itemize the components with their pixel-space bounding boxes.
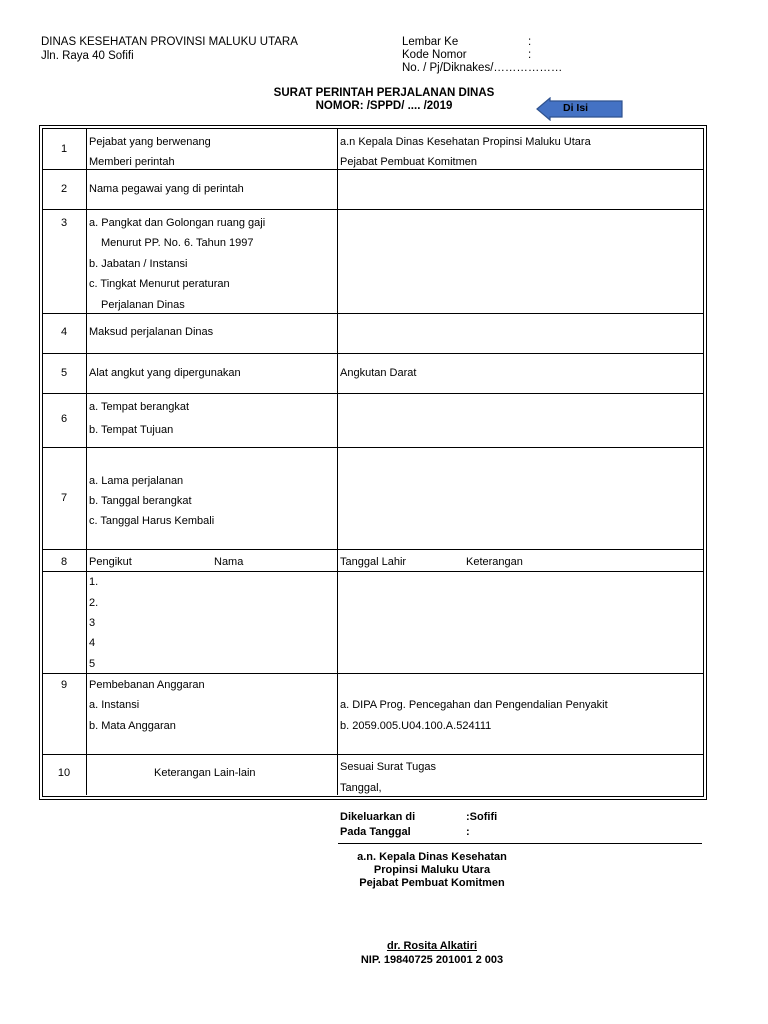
field-label: b. Jabatan / Instansi xyxy=(89,258,188,270)
document-title: SURAT PERINTAH PERJALANAN DINAS xyxy=(273,87,495,99)
row-number: 8 xyxy=(60,556,68,568)
kode-value: : xyxy=(528,49,532,61)
lembar-value: : xyxy=(528,36,532,48)
issued-at-value: :Sofifi xyxy=(466,811,498,823)
list-item: 4 xyxy=(89,637,96,649)
field-value: Angkutan Darat xyxy=(340,367,417,379)
nama-header: Nama xyxy=(214,556,244,568)
field-label: Menurut PP. No. 6. Tahun 1997 xyxy=(101,237,254,249)
field-label: Memberi perintah xyxy=(89,156,175,168)
field-label: c. Tingkat Menurut peraturan xyxy=(89,278,230,290)
field-label: c. Tanggal Harus Kembali xyxy=(89,515,215,527)
lembar-label: Lembar Ke xyxy=(402,36,459,48)
row-divider xyxy=(42,754,703,755)
field-label: Keterangan Lain-lain xyxy=(154,767,256,779)
org-address: Jln. Raya 40 Sofifi xyxy=(41,49,134,62)
row-number: 5 xyxy=(60,367,68,379)
row-divider xyxy=(42,447,703,448)
field-label: b. Tempat Tujuan xyxy=(89,424,174,436)
pengikut-header: Pengikut xyxy=(89,556,132,568)
issued-at-label: Dikeluarkan di xyxy=(340,811,416,823)
row-divider xyxy=(42,673,703,674)
field-value: Tanggal, xyxy=(340,782,382,794)
row-number: 4 xyxy=(60,326,68,338)
field-value: Pejabat Pembuat Komitmen xyxy=(340,156,477,168)
field-label: a. Instansi xyxy=(89,699,140,711)
row-number: 10 xyxy=(57,767,71,779)
row-number: 6 xyxy=(60,413,68,425)
field-value: b. 2059.005.U04.100.A.524111 xyxy=(340,720,492,732)
list-item: 5 xyxy=(89,658,96,670)
list-item: 1. xyxy=(89,576,99,588)
document-meta xyxy=(402,37,562,76)
row-divider xyxy=(42,393,703,394)
row-divider xyxy=(42,549,703,550)
issuance-block xyxy=(340,812,497,842)
field-label: Pejabat yang berwenang xyxy=(89,136,211,148)
row-number: 1 xyxy=(60,143,68,155)
field-label: b. Tanggal berangkat xyxy=(89,495,192,507)
tanggal-lahir-header: Tanggal Lahir xyxy=(340,556,407,568)
row-divider xyxy=(42,313,703,314)
field-label: Perjalanan Dinas xyxy=(101,299,185,311)
signatory-title-1: a.n. Kepala Dinas Kesehatan xyxy=(357,851,507,863)
row-divider xyxy=(42,571,703,572)
signatory-title-2: Propinsi Maluku Utara xyxy=(373,864,491,876)
field-value: a.n Kepala Dinas Kesehatan Propinsi Maluku Utara xyxy=(340,136,591,148)
signatory-nip: NIP. 19840725 201001 2 003 xyxy=(360,954,504,966)
field-label: Nama pegawai yang di perintah xyxy=(89,183,244,195)
column-divider xyxy=(86,128,87,795)
row-number: 3 xyxy=(60,217,68,229)
callout-label: Di Isi xyxy=(563,102,589,114)
field-label: b. Mata Anggaran xyxy=(89,720,176,732)
issued-date-label: Pada Tanggal xyxy=(340,826,411,838)
field-label: Alat angkut yang dipergunakan xyxy=(89,367,241,379)
keterangan-header: Keterangan xyxy=(466,556,523,568)
field-label: a. Tempat berangkat xyxy=(89,401,190,413)
signature-separator xyxy=(338,843,702,844)
column-divider xyxy=(337,128,338,795)
issuer-block xyxy=(41,37,298,64)
kode-label: Kode Nomor xyxy=(402,49,467,61)
row-number: 2 xyxy=(60,183,68,195)
field-value: Sesuai Surat Tugas xyxy=(340,761,437,773)
row-divider xyxy=(42,353,703,354)
row-number: 7 xyxy=(60,492,68,504)
issued-date-value: : xyxy=(466,826,470,838)
document-number-title: NOMOR: /SPPD/ .... /2019 xyxy=(315,100,453,112)
row-number: 9 xyxy=(60,679,68,691)
field-label: Maksud perjalanan Dinas xyxy=(89,326,214,338)
field-label: a. Lama perjalanan xyxy=(89,475,184,487)
org-name: DINAS KESEHATAN PROVINSI MALUKU UTARA xyxy=(41,36,298,48)
row-divider xyxy=(42,169,703,170)
signatory-name: dr. Rosita Alkatiri xyxy=(386,940,478,952)
field-label: Pembebanan Anggaran xyxy=(89,679,205,691)
signatory-title-3: Pejabat Pembuat Komitmen xyxy=(359,877,505,889)
row-divider xyxy=(42,209,703,210)
list-item: 3 xyxy=(89,617,96,629)
document-number: No. / Pj/Diknakes/……………… xyxy=(402,62,563,74)
list-item: 2. xyxy=(89,597,99,609)
field-value: a. DIPA Prog. Pencegahan dan Pengendalian Penyakit xyxy=(340,699,608,711)
field-label: a. Pangkat dan Golongan ruang gaji xyxy=(89,217,266,229)
